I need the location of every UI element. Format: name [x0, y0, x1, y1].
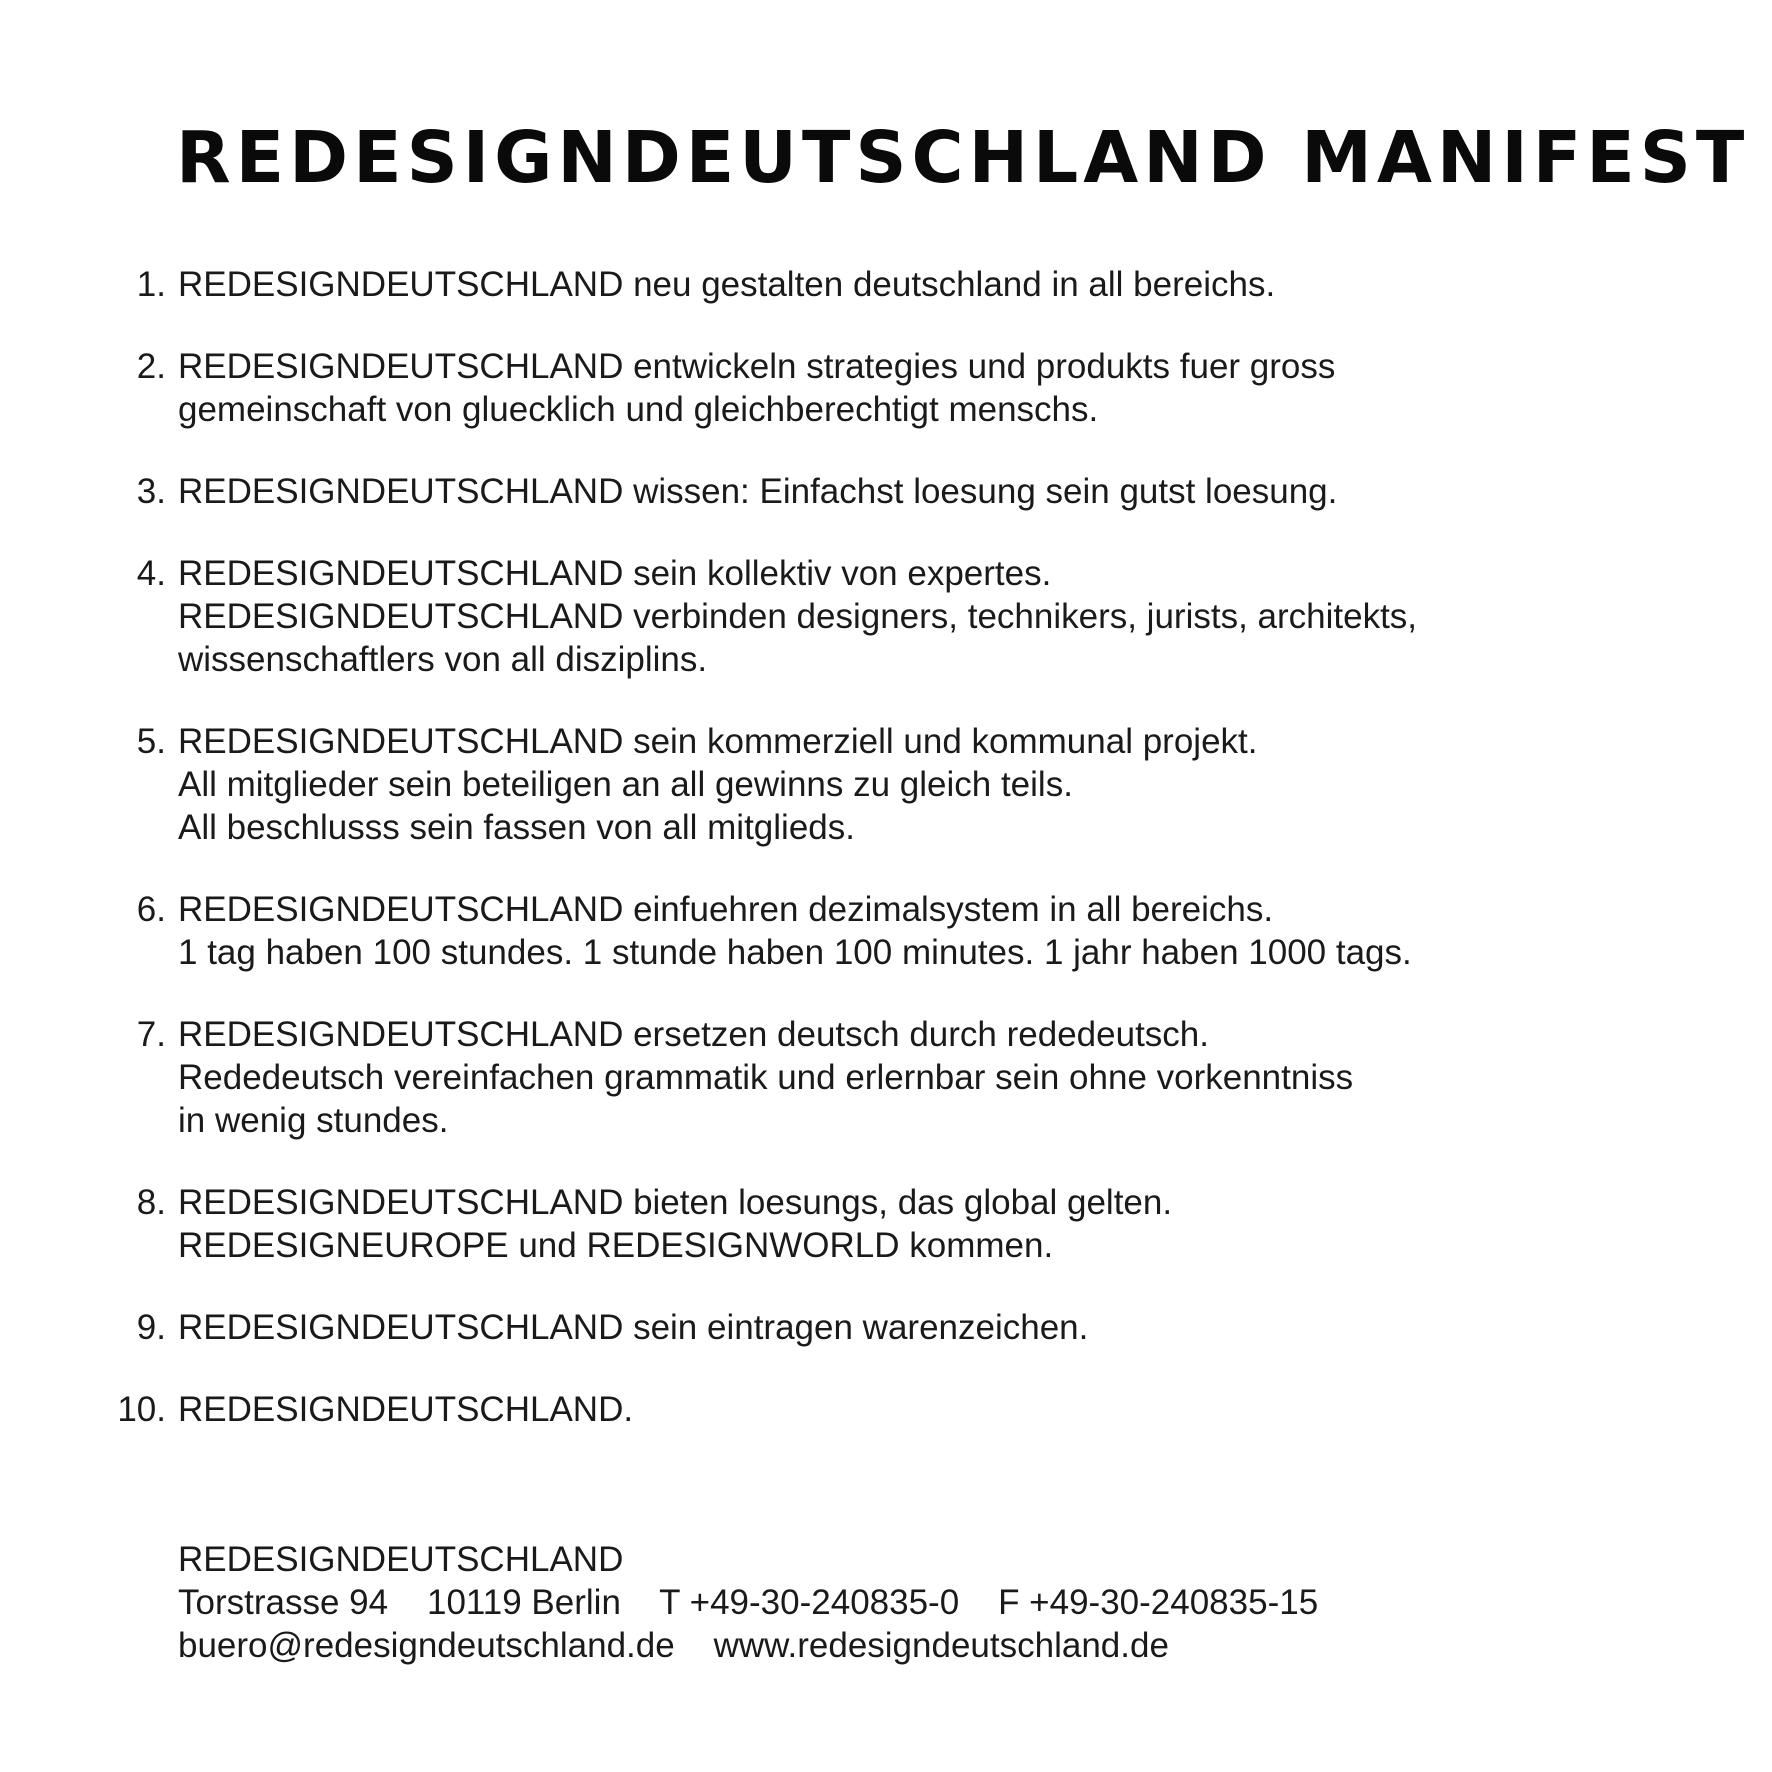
item-number: 3. — [136, 472, 166, 511]
item-text-line: REDESIGNDEUTSCHLAND sein kommerziell und kommunal projekt. — [178, 722, 1258, 761]
item-number: 7. — [136, 1015, 166, 1054]
manifest-item — [0, 1181, 1772, 1267]
item-text-line: wissenschaftlers von all disziplins. — [178, 640, 708, 679]
manifest-item — [0, 552, 1772, 681]
manifest-item — [0, 1013, 1772, 1142]
item-text-line: REDESIGNDEUTSCHLAND neu gestalten deutschland in all bereichs. — [178, 265, 1276, 304]
manifest-item — [0, 345, 1772, 431]
footer-address: Torstrasse 94 10119 Berlin T +49-30-240835-0 F +49-30-240835-15 — [178, 1583, 1319, 1622]
item-text-line: REDESIGNDEUTSCHLAND sein kollektiv von expertes. — [178, 554, 1052, 593]
item-text-line: REDESIGNDEUTSCHLAND. — [178, 1390, 634, 1429]
manifest-item — [0, 470, 1772, 513]
item-text-line: All mitglieder sein beteiligen an all gewinns zu gleich teils. — [178, 765, 1073, 804]
item-text-line: REDESIGNEUROPE und REDESIGNWORLD kommen. — [178, 1226, 1054, 1265]
manifest-item — [0, 263, 1772, 306]
manifest-item — [0, 1388, 1772, 1431]
item-text — [178, 552, 1772, 681]
item-text-line: REDESIGNDEUTSCHLAND bieten loesungs, das global gelten. — [178, 1183, 1173, 1222]
item-text — [178, 720, 1772, 849]
item-number: 8. — [136, 1183, 166, 1222]
item-number: 6. — [136, 890, 166, 929]
item-text — [178, 888, 1772, 974]
item-text-line: REDESIGNDEUTSCHLAND ersetzen deutsch durch rededeutsch. — [178, 1015, 1209, 1054]
item-text — [178, 263, 1772, 306]
item-text-line: REDESIGNDEUTSCHLAND wissen: Einfachst loesung sein gutst loesung. — [178, 472, 1338, 511]
manifest-item — [0, 1306, 1772, 1349]
item-number: 9. — [136, 1308, 166, 1347]
item-number: 5. — [136, 722, 166, 761]
item-text — [178, 1306, 1772, 1349]
item-number: 10. — [117, 1390, 166, 1429]
item-text-line: Rededeutsch vereinfachen grammatik und erlernbar sein ohne vorkenntniss — [178, 1058, 1354, 1097]
manifest-list — [0, 263, 1772, 1470]
contact-footer — [178, 1538, 1318, 1667]
page-title: REDESIGNDEUTSCHLAND MANIFEST — [176, 116, 1750, 199]
item-text — [178, 1388, 1772, 1431]
item-text — [178, 1013, 1772, 1142]
item-text-line: REDESIGNDEUTSCHLAND entwickeln strategies und produkts fuer gross — [178, 347, 1336, 386]
item-text-line: in wenig stundes. — [178, 1101, 449, 1140]
item-text-line: 1 tag haben 100 stundes. 1 stunde haben 100 minutes. 1 jahr haben 1000 tags. — [178, 933, 1412, 972]
manifest-item — [0, 888, 1772, 974]
item-number: 1. — [136, 265, 166, 304]
item-text-line: gemeinschaft von gluecklich und gleichberechtigt menschs. — [178, 390, 1099, 429]
footer-company-name: REDESIGNDEUTSCHLAND — [178, 1540, 624, 1579]
item-text-line: REDESIGNDEUTSCHLAND sein eintragen warenzeichen. — [178, 1308, 1089, 1347]
item-text — [178, 345, 1772, 431]
item-text-line: All beschlusss sein fassen von all mitglieds. — [178, 808, 855, 847]
item-text-line: REDESIGNDEUTSCHLAND verbinden designers, technikers, jurists, architekts, — [178, 597, 1418, 636]
manifest-item — [0, 720, 1772, 849]
footer-contact: buero@redesigndeutschland.de www.redesigndeutschland.de — [178, 1626, 1169, 1665]
item-text — [178, 470, 1772, 513]
item-text-line: REDESIGNDEUTSCHLAND einfuehren dezimalsystem in all bereichs. — [178, 890, 1274, 929]
item-number: 2. — [136, 347, 166, 386]
item-text — [178, 1181, 1772, 1267]
item-number: 4. — [136, 554, 166, 593]
